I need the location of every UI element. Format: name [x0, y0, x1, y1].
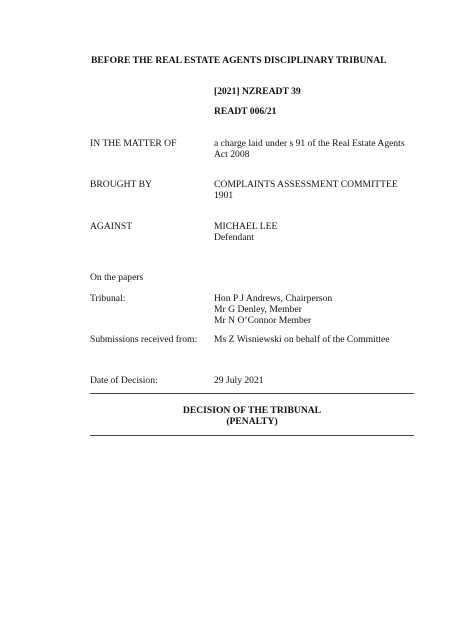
tribunal-heading: BEFORE THE REAL ESTATE AGENTS DISCIPLINARY TRIBUNAL — [91, 55, 387, 66]
tribunal-label: Tribunal: — [90, 293, 126, 304]
tribunal-member: Mr G Denley, Member — [214, 304, 302, 315]
top-divider — [90, 393, 414, 394]
brought-by-line-2: 1901 — [214, 190, 234, 201]
tribunal-member: Hon P J Andrews, Chairperson — [214, 293, 333, 304]
decision-date-label: Date of Decision: — [90, 375, 158, 386]
decision-title: DECISION OF THE TRIBUNAL — [182, 405, 322, 416]
matter-line-1: a charge laid under s 91 of the Real Estate Agents — [214, 138, 405, 149]
case-number: READT 006/21 — [214, 106, 277, 117]
on-the-papers: On the papers — [90, 272, 144, 283]
brought-by-label: BROUGHT BY — [90, 179, 152, 190]
against-label: AGAINST — [90, 221, 133, 232]
brought-by-line-1: COMPLAINTS ASSESSMENT COMMITTEE — [214, 179, 398, 190]
tribunal-member: Mr N O’Connor Member — [214, 315, 312, 326]
submissions-label: Submissions received from: — [90, 334, 198, 345]
matter-label: IN THE MATTER OF — [90, 138, 177, 149]
decision-date-value: 29 July 2021 — [214, 375, 264, 386]
submissions-value: Ms Z Wisniewski on behalf of the Committee — [214, 334, 390, 345]
matter-line-2: Act 2008 — [214, 149, 250, 160]
decision-subtitle: (PENALTY) — [226, 416, 278, 427]
citation: [2021] NZREADT 39 — [214, 86, 301, 97]
defendant-name: MICHAEL LEE — [214, 221, 278, 232]
defendant-role: Defendant — [214, 232, 254, 243]
bottom-divider — [90, 435, 414, 436]
